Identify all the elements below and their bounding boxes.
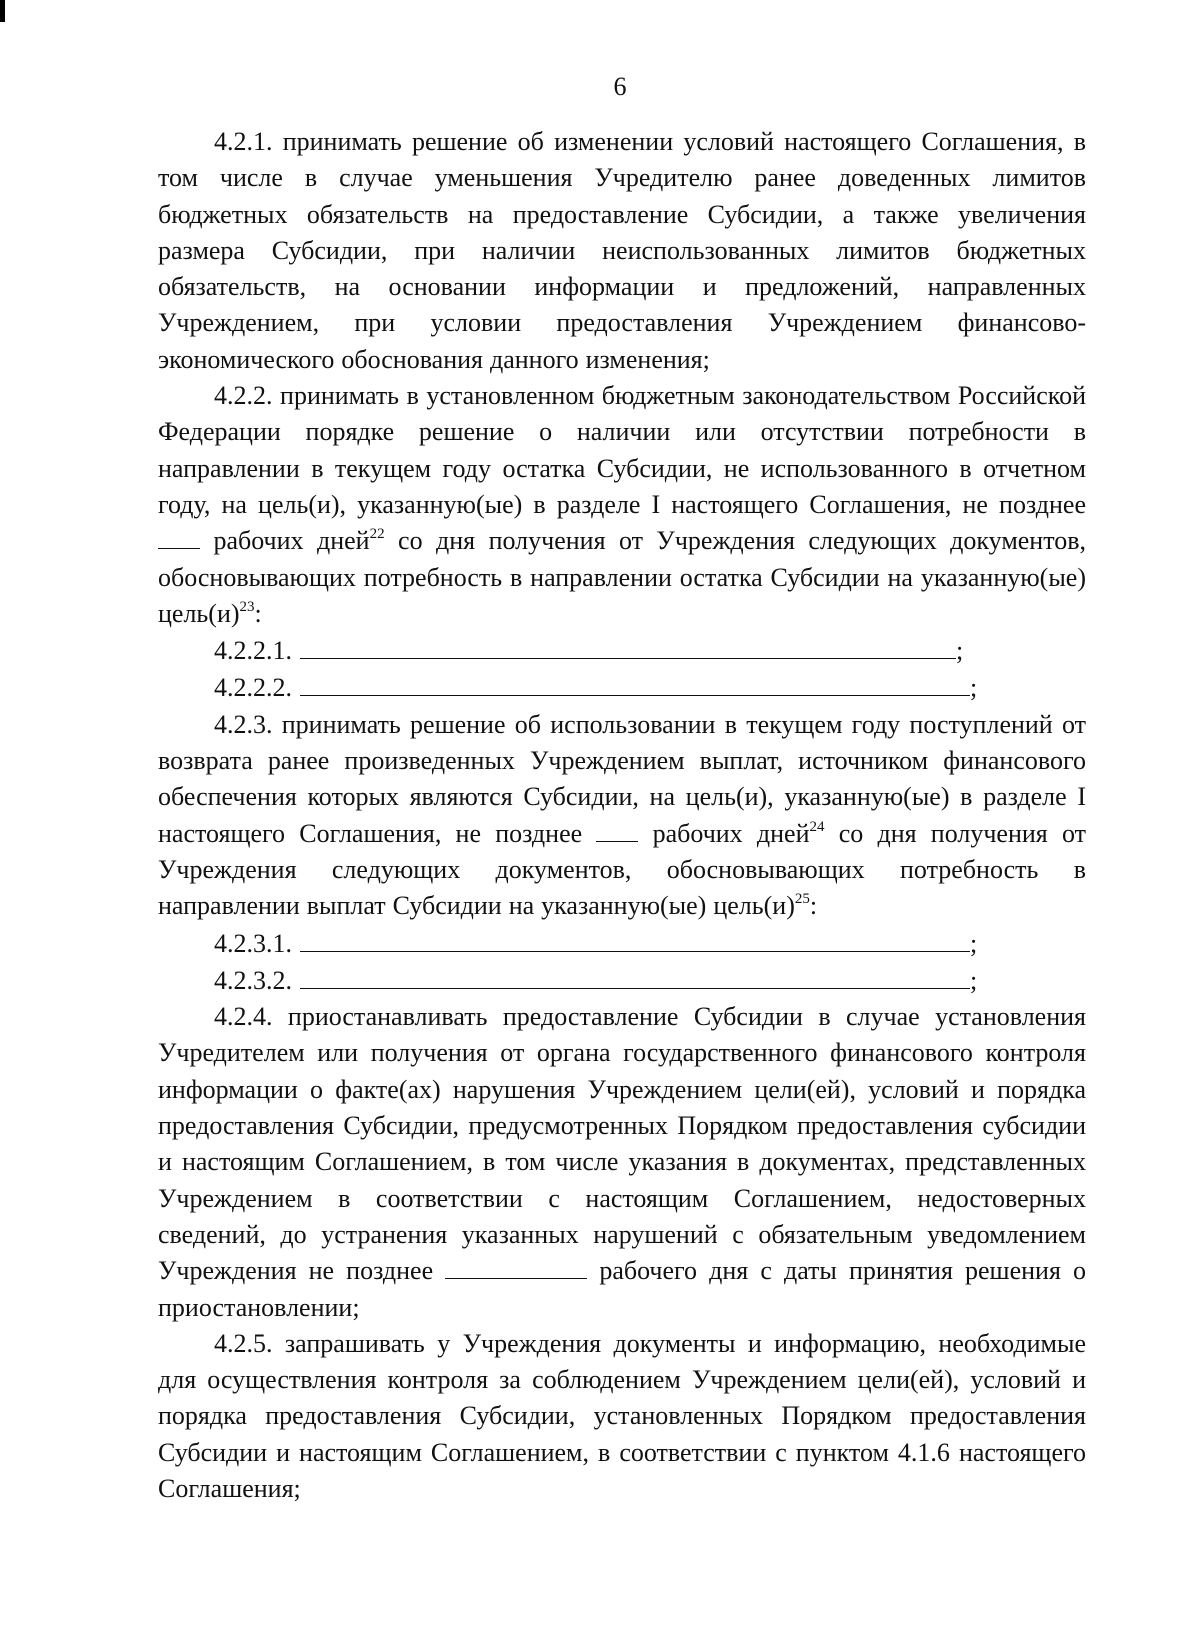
punctuation: ; [956, 636, 964, 666]
clause-text: со дня получения от Учреждения следующих документов, обосновывающих потребность в направлении выплат Субсидии на указанную(ые) цель(и) [158, 818, 1086, 921]
punctuation: ; [970, 673, 978, 703]
clause-text: 4.2.4. приостанавливать предоставление Субсидии в случае установления Учредителем или получения от органа государственного финансового контроля информации о факте(ах) нарушения Учреждением цели(ей), условий и порядка предоставления Субсидии, предусмотренных Порядком предоставления субсидии и настоящим Соглашением, в том числе указания в документах, представленных Учреждением в соответствии с настоящим Соглашением, недостоверных сведений, до устранения указанных нарушений с обязательным уведомлением Учреждения не позднее [158, 1002, 1086, 1286]
clause-4-2-3-1 [158, 925, 1086, 962]
clause-text: со дня получения от Учреждения следующих документов, обосновывающих потребность в направлении остатка Субсидии на указанную(ые) цель(и) [158, 526, 1087, 628]
clause-number: 4.2.2.1. [214, 636, 292, 666]
fill-in-line [300, 669, 970, 696]
footnote-ref: 24 [809, 818, 825, 835]
fill-in-line [300, 925, 970, 952]
punctuation: : [809, 891, 818, 921]
clause-4-2-2 [158, 378, 1086, 632]
punctuation: : [254, 598, 262, 628]
clause-text: 4.2.3. принимать решение об использовании в текущем году поступлений от возврата ранее произведенных Учреждением выплат, источником финансового обеспечения которых являются Субсидии, на цель(и), указанную(ые) в разделе I настоящего Соглашения, не позднее [158, 709, 1086, 848]
punctuation: ; [970, 928, 978, 958]
clause-4-2-3 [158, 707, 1086, 925]
clause-4-2-2-2 [158, 669, 1086, 706]
footnote-ref: 22 [369, 526, 385, 543]
footnote-ref: 23 [239, 598, 255, 615]
clause-4-2-5: 4.2.5. запрашивать у Учреждения документы и информацию, необходимые для осуществления контроля за соблюдением Учреждением цели(ей), условий и порядка предоставления Субсидии, установленных Порядком предоставления Субсидии и настоящим Соглашением, в соответствии с пунктом 4.1.6 настоящего Соглашения; [158, 1328, 1086, 1503]
clause-4-2-3-2 [158, 962, 1086, 999]
clause-4-2-4 [158, 999, 1086, 1326]
clause-4-2-1: 4.2.1. принимать решение об изменении условий настоящего Соглашения, в том числе в случае уменьшения Учредителю ранее доведенных лимитов бюджетных обязательств на предоставление Субсидии, а также увеличения размера Субсидии, при наличии неиспользованных лимитов бюджетных обязательств, на основании информации и предложений, направленных Учреждением, при условии предоставления Учреждением финансово-экономического обоснования данного изменения; [158, 127, 1086, 374]
scan-edge-mark [0, 0, 5, 22]
page-number: 6 [613, 72, 627, 101]
blank-field [445, 1256, 587, 1279]
clause-text: рабочего дня с даты принятия решения о приостановлении; [158, 1256, 1086, 1322]
clause-4-2-2-1 [158, 632, 1086, 669]
clause-number: 4.2.3.1. [214, 928, 292, 958]
punctuation: ; [970, 965, 978, 995]
clause-number: 4.2.2.2. [214, 673, 292, 703]
clause-text: 4.2.2. принимать в установленном бюджетным законодательством Российской Федерации порядке решение о наличии или отсутствии потребности в направлении в текущем году остатка Субсидии, не использованного в отчетном году, на цель(и), указанную(ые) в разделе I настоящего Соглашения, не позднее [158, 381, 1086, 519]
footnote-ref: 25 [794, 891, 810, 908]
blank-field [596, 819, 638, 842]
clause-text: рабочих дней [213, 526, 370, 556]
fill-in-line [300, 962, 970, 989]
document-body [158, 124, 1086, 1507]
blank-field [158, 526, 200, 549]
clause-text: рабочих дней [652, 818, 810, 848]
fill-in-line [300, 632, 956, 659]
clause-number: 4.2.3.2. [214, 965, 292, 995]
